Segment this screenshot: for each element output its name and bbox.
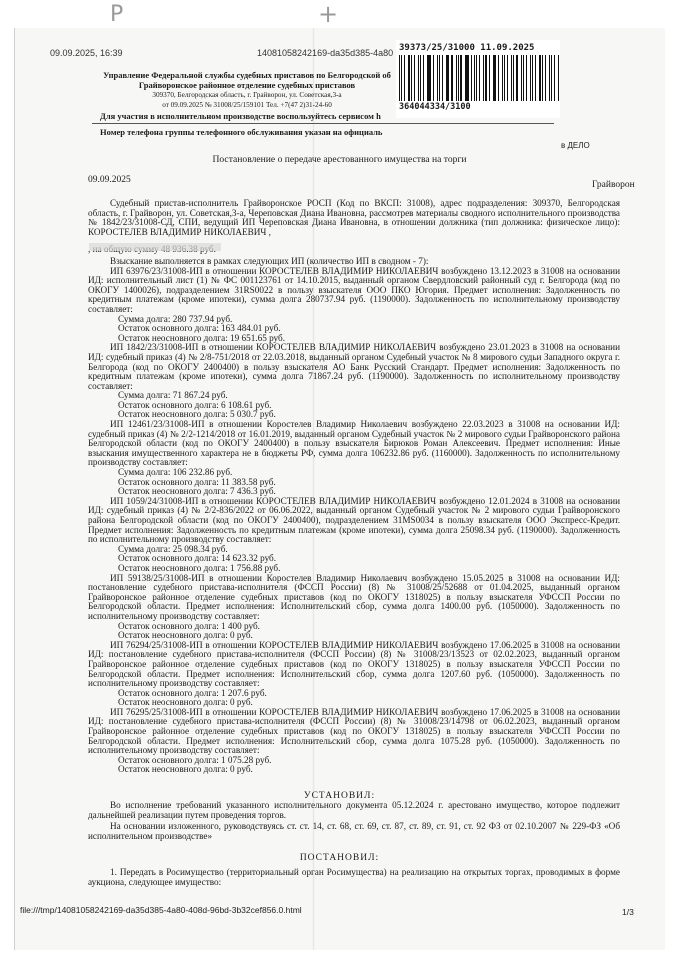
barcode-bar (474, 55, 475, 101)
proceeding-item (88, 574, 620, 641)
proceeding-item (88, 641, 620, 708)
barcode-bar (504, 55, 505, 101)
proceeding-amount: Остаток основного долга: 11 383.58 руб. (118, 476, 276, 487)
barcode-bar (521, 55, 522, 101)
barcode-bar (549, 55, 550, 101)
proceeding-amount: Остаток неосновного долга: 0 руб. (118, 697, 253, 708)
proceeding-item (88, 267, 620, 344)
barcode-bar (545, 55, 546, 101)
org-division: Грайворонское районное отделение судебных приставов (138, 80, 356, 90)
proceeding-amount: Сумма долга: 106 232.86 руб. (118, 467, 233, 478)
barcode-bar (516, 55, 518, 101)
proceeding-amount: Сумма долга: 25 098.34 руб. (118, 543, 228, 554)
barcode-bars (399, 55, 560, 101)
barcode-bar (451, 55, 453, 101)
barcode-bar (418, 55, 419, 101)
proceeding-item (88, 497, 620, 574)
document-date: 09.09.2025 (88, 175, 131, 185)
resolved-heading: ПОСТАНОВИЛ: (299, 853, 380, 863)
proceeding-text: ИП 76294/25/31008-ИП в отношении КОРОСТЕЛЕВ ВЛАДИМИР НИКОЛАЕВИЧ возбуждено 17.06.2025 в 31008 на основании ИД: постановление судебного пристава-исполнителя (ФССП России) (8) № 31008/23/13523 от 02.02.2023, выданный органом Грайворонское районное отделение судебных приставов (код по ОКОГУ 1318025) в пользу взыскателя УФССП России по Белгородской области. Предмет исполнения: Исполнительский сбор, сумма долга 1207.60 руб. (1050000). Задолженность по исполнительному производству составляет: (88, 639, 620, 689)
barcode-bar (437, 55, 438, 101)
organization-header (92, 70, 402, 110)
proceeding-amount: Остаток неосновного долга: 1 756.88 руб. (118, 562, 281, 573)
resolved-section (88, 868, 620, 887)
filing-stamp: в ДЕЛО (561, 141, 590, 150)
barcode-bar (411, 55, 412, 101)
established-section (88, 801, 620, 841)
barcode-bar (442, 55, 443, 101)
barcode-bar (551, 55, 552, 101)
barcode-bar (483, 55, 484, 101)
barcode-bar (502, 55, 503, 101)
proceeding-text: ИП 1842/23/31008-ИП в отношении КОРОСТЕЛЕВ ВЛАДИМИР НИКОЛАЕВИЧ возбуждено 23.01.2023 в 31008 на основании ИД: судебный приказ (4) № 2/8-751/2018 от 22.03.2018, выданный органом Судебный участок № 8 мирового судьи Западного округа г. Белгорода (код по ОКОГУ 2400400) в пользу взыскателя АО Банк Русский Стандарт. Предмет исполнения: Задолженность по кредитным платежам (кроме ипотеки), сумма долга 71867.24 руб. (1190000). Задолженность по исполнительному производству составляет: (88, 342, 620, 391)
proceeding-amount: Остаток основного долга: 1 400 руб. (118, 620, 260, 631)
barcode-bottom-text: 364044334/3100 (399, 102, 471, 112)
print-doc-id: 14081058242169-da35d385-4a80 (257, 48, 394, 58)
proceeding-item (88, 708, 620, 775)
barcode-bar (511, 55, 512, 101)
redacted-area (89, 243, 221, 251)
proceeding-amount: Остаток основного долга: 1 207.6 руб. (118, 687, 267, 698)
document-body (88, 199, 620, 775)
resolved-paragraph-1: 1. Передать в Росимущество (территориальный орган Росимущества) на реализацию на открытых торгах, проводимых в форме аукциона, следующее имущество: (88, 867, 620, 887)
barcode-bar (523, 55, 524, 101)
proceeding-amount: Остаток неосновного долга: 0 руб. (118, 764, 253, 775)
proceeding-amount: Остаток основного долга: 14 623.32 руб. (118, 553, 277, 564)
proceeding-item (88, 343, 620, 420)
proceeding-amount: Остаток неосновного долга: 7 436.3 руб. (118, 486, 276, 497)
barcode-bar (507, 55, 508, 101)
proceeding-amount: Остаток основного долга: 1 075.28 руб. (118, 754, 272, 765)
barcode-bar (532, 55, 533, 101)
barcode-bar (420, 55, 421, 101)
divider (92, 123, 554, 124)
barcode-bar (554, 55, 555, 101)
barcode-bar (433, 55, 434, 101)
summary-line: Взыскание выполняется в рамках следующих ИП (количество ИП в сводном - 7): (110, 255, 429, 266)
proceeding-item (88, 420, 620, 497)
proceeding-amount: Остаток основного долга: 163 484.01 руб. (118, 323, 281, 334)
document-city: Грайворон (592, 180, 635, 190)
barcode-bar (558, 55, 559, 101)
established-paragraph-2: На основании изложенного, руководствуясь ст. ст. 14, ст. 68, ст. 69, ст. 87, ст. 89, ст. 91, ст. 92 ФЗ от 02.10.2007 № 229-ФЗ «Об исполнительном производстве» (88, 821, 620, 841)
footer-file-url: file:///tmp/14081058242169-da35d385-4a80-408d-96bd-3b32cef856.0.html (20, 905, 302, 915)
barcode-bar (427, 55, 428, 101)
barcode-bar (476, 55, 477, 101)
print-datetime: 09.09.2025, 16:39 (50, 48, 123, 58)
proceeding-text: ИП 76295/25/31008-ИП в отношении КОРОСТЕЛЕВ ВЛАДИМИР НИКОЛАЕВИЧ возбуждено 17.06.2025 в 31008 на основании ИД: постановление судебного пристава-исполнителя (ФССП России) (8) № 31008/23/14798 от 06.02.2023, выданный органом Грайворонское районное отделение судебных приставов (код по ОКОГУ 1318025) в пользу взыскателя УФССП России по Белгородской области. Предмет исполнения: Исполнительский сбор, сумма долга 1075.28 руб. (1050000). Задолженность по исполнительному производству составляет: (88, 706, 620, 756)
barcode-bar (456, 55, 457, 101)
barcode-bar (498, 55, 499, 101)
established-heading: УСТАНОВИЛ: (303, 791, 376, 801)
proceeding-text: ИП 63976/23/31008-ИП в отношении КОРОСТЕЛЕВ ВЛАДИМИР НИКОЛАЕВИЧ возбуждено 13.12.2023 в 31008 на основании ИД: исполнительный лист (1) № ФС 001123761 от 14.10.2015, выданный органом Свердловский районный суд г. Белгорода (код по ОКОГУ 1400026), подразделением 31RS0022 в пользу взыскателя ООО ПКО Югория. Предмет исполнения: Задолженность по кредитным платежам (кроме ипотеки), сумма долга 280737.94 руб. (1190000). Задолженность по исполнительному производству составляет: (88, 265, 620, 314)
service-notice: Для участия в исполнительном производстве воспользуйтесь сервисом h (100, 111, 381, 121)
barcode-bar (423, 55, 424, 101)
proceeding-amount: Сумма долга: 71 867.24 руб. (118, 390, 228, 401)
established-paragraph-1: Во исполнение требований указанного исполнительного документа 05.12.2024 г. арестовано имущество, которое подлежит дальнейшей реализации путем проведения торгов. (88, 800, 620, 820)
handwritten-mark-right: + (318, 0, 339, 28)
org-address: 309370, Белгородская область, г. Грайворон, ул. Советская,3-а (152, 91, 342, 99)
barcode-top-text: 39373/25/31000 11.09.2025 (399, 43, 535, 53)
barcode-bar (485, 55, 486, 101)
barcode-bar (465, 55, 466, 101)
footer-page-number: 1/3 (622, 907, 634, 917)
proceeding-amount: Остаток неосновного долга: 0 руб. (118, 630, 253, 641)
proceedings-list (88, 267, 620, 775)
barcode-bar (446, 55, 447, 101)
barcode-bar (428, 55, 430, 101)
barcode-bar (447, 55, 448, 101)
proceeding-amount: Остаток основного долга: 6 108.61 руб. (118, 399, 272, 410)
proceeding-text: ИП 1059/24/31008-ИП в отношении КОРОСТЕЛЕВ ВЛАДИМИР НИКОЛАЕВИЧ возбуждено 12.01.2024 в 31008 на основании ИД: судебный приказ (4) № 2/2-836/2022 от 06.06.2022, выданный органом Судебный участок № 2 мирового судьи Грайворонского района Белгородской области (код по ОКОГУ 2400400), подразделением 31MS0034 в пользу взыскателя ООО Экспресс-Кредит. Предмет исполнения: Задолженность по кредитным платежам (кроме ипотеки), сумма долга 25098.34 руб. (1190000). Задолженность по исполнительному производству составляет: (88, 495, 620, 545)
barcode-bar (408, 55, 410, 101)
barcode-bar (471, 55, 472, 101)
barcode-bar (530, 55, 531, 101)
barcode-bar (494, 55, 496, 101)
barcode-bar (539, 55, 541, 101)
phone-notice: Номер телефона группы телефонного обслуживания указан на официаль (100, 127, 383, 137)
proceeding-text: ИП 59138/25/31008-ИП в отношении Коростелев Владимир Николаевич возбуждено 15.05.2025 в 31008 на основании ИД: постановление судебного пристава-исполнителя (ФССП России) (8) № 31008/25/52688 от 01.04.2025, выданный органом Грайворонское районное отделение судебных приставов (код по ОКОГУ 1318025) в пользу взыскателя УФССП России по Белгородской области. Предмет исполнения: Исполнительский сбор, сумма долга 1400.00 руб. (1050000). Задолженность по исполнительному производству составляет: (88, 572, 620, 621)
barcode-bar (479, 55, 480, 101)
proceeding-amount: Остаток неосновного долга: 19 651.65 руб. (118, 332, 286, 343)
barcode-bar (458, 55, 459, 101)
barcode-bar (535, 55, 536, 101)
proceeding-text: ИП 12461/23/31008-ИП в отношении Коростелев Владимир Николаевич возбуждено 22.03.2023 в 31008 на основании ИД: судебный приказ (4) № 2/2-1214/2018 от 16.01.2019, выданный органом Судебный участок № 2 мирового судьи Грайворонского района Белгородской области (код по ОКОГУ 2400400) в пользу взыскателя Бирюков Роман Алексеевич. Предмет исполнения: Иные взыскания имущественного характера не в бюджеты РФ, сумма долга 106232.86 руб. (1160000). Задолженность по исполнительному производству составляет: (88, 419, 620, 468)
barcode-bar (466, 55, 468, 101)
document-title: Постановление о передаче арестованного имущества на торги (212, 154, 467, 165)
org-name: Управление Федеральной службы судебных приставов по Белгородской об (103, 70, 391, 80)
proceeding-amount: Сумма долга: 280 737.94 руб. (118, 313, 233, 324)
intro-paragraph: Судебный пристав-исполнитель Грайворонское РОСП (Код по ВКСП: 31008), адрес подразделения: 309370, Белгородская область, г. Грайворон, ул. Советская,3-а, Череповская Диана Ивановна, рассмотрев материалы сводного исполнительного производства № 1842/23/31008-СД, СПИ, ведущий ИП Череповская Диана Ивановна, в отношении должника (тип должника: физическое лицо): КОРОСТЕЛЕВ ВЛАДИМИР НИКОЛАЕВИЧ , (88, 198, 620, 237)
barcode-bar (542, 55, 543, 101)
barcode-bar (526, 55, 527, 101)
registration-barcode (396, 40, 560, 118)
barcode-bar (489, 55, 490, 101)
handwritten-mark-left: Р (110, 2, 124, 27)
barcode-bar (460, 55, 461, 101)
org-reference: от 09.09.2025 № 31008/25/159101 Тел. +7(47 2)31-24-60 (162, 101, 332, 109)
proceeding-amount: Остаток неосновного долга: 5 030.7 руб. (118, 409, 276, 420)
barcode-bar (414, 55, 415, 101)
barcode-bar (493, 55, 494, 101)
barcode-bar (513, 55, 514, 101)
barcode-bar (404, 55, 405, 101)
barcode-bar (439, 55, 440, 101)
